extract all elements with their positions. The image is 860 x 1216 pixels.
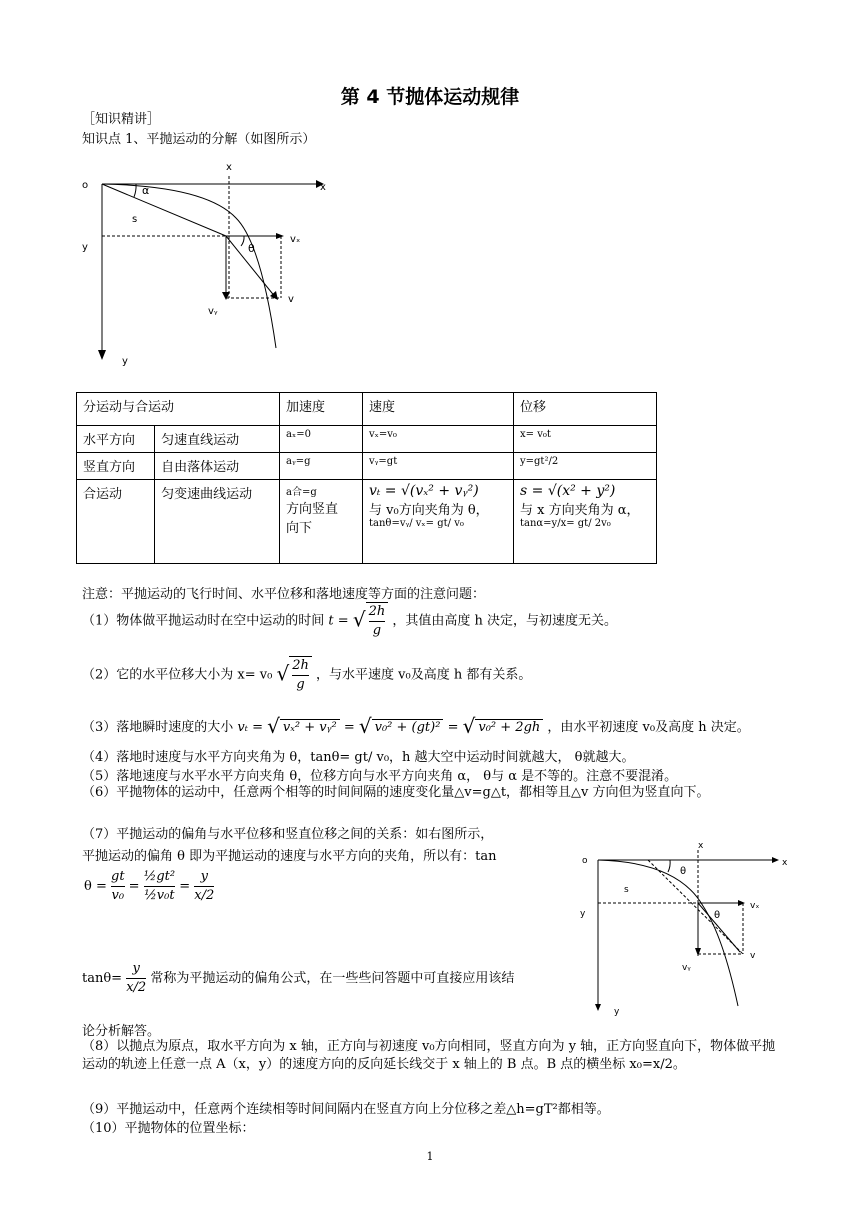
table-cell: aₓ=0 <box>280 426 363 453</box>
table-cell: aᵧ=g <box>280 453 363 480</box>
theta-top-label: θ <box>680 866 687 877</box>
frac-num: 2h <box>292 657 309 676</box>
frac-num: gt <box>111 868 125 887</box>
frac-den: x/2 <box>126 980 147 995</box>
table-cell: x= v₀t <box>514 426 657 453</box>
y-left-label: y <box>82 242 88 253</box>
table-cell <box>514 480 657 564</box>
note-2: （2）它的水平位移大小为 x= v₀ √ $\frac{2h}{g}$ ，与水平速度 v₀及高度 h 都有关系。 <box>82 658 532 692</box>
note-4: （4）落地时速度与水平方向夹角为 θ，tanθ= gt/ v₀，h 越大空中运动时间就越大， θ就越大。 <box>82 750 635 765</box>
header-cell: 加速度 <box>280 393 363 426</box>
vy-label: vᵧ <box>208 306 218 317</box>
sqrt-3: v₀² + 2gh <box>475 719 543 735</box>
note-1: （1）物体做平抛运动时在空中运动的时间 t = √ $\frac{2h}{g}$ ，其值由高度 h 决定，与初速度无关。 <box>82 604 617 638</box>
vel-angle-text: 与 v₀方向夹角为 θ， <box>369 503 489 518</box>
deflection-formula: θ = $\frac{gt}{\text{v₀}}$ = $\frac{\text{½gt²}}{\text{½v₀t}}$ = $\frac{y}{x/2}$ <box>84 869 215 903</box>
time-formula <box>366 602 389 640</box>
frac-num: ½gt² <box>144 868 175 887</box>
origin-label: o <box>82 180 89 191</box>
acc-value: a合=g <box>286 487 317 498</box>
table-row <box>77 480 657 564</box>
frac-den: g <box>372 623 382 638</box>
note-5: （5）落地速度与水平水平方向夹角 θ，位移方向与水平方向夹角 α， θ与 α 是不等的。注意不要混淆。 <box>82 769 678 784</box>
table-cell: 匀速直线运动 <box>155 426 280 453</box>
vx-label: vₓ <box>290 234 301 245</box>
section-label: ［知识精讲］ <box>82 112 161 127</box>
table-cell <box>280 480 363 564</box>
vel-tan-text: tanθ=vᵧ/ vₓ= gt/ v₀ <box>369 518 464 529</box>
note-2-text-a: （2）它的水平位移大小为 x= v₀ <box>82 667 273 683</box>
table-cell: 竖直方向 <box>77 453 155 480</box>
header-cell: 分运动与合运动 <box>77 393 280 426</box>
equals: = <box>343 720 355 735</box>
frac-y-x2 <box>194 868 214 905</box>
s-label-2: s <box>624 885 629 895</box>
y-bottom-label-2: y <box>614 1007 620 1016</box>
s-label: s <box>132 214 138 225</box>
vel-formula: vₜ = √(vₓ² + vᵧ²) <box>369 483 479 499</box>
motion-table <box>76 392 657 564</box>
x-top-label: x <box>226 162 232 173</box>
table-cell <box>363 480 514 564</box>
note-10: （10）平抛物体的位置坐标： <box>82 1121 255 1136</box>
note-7-tan <box>82 960 514 997</box>
projectile-diagram-1 <box>76 158 356 368</box>
vt-symbol: vₜ = <box>237 720 268 735</box>
disp-angle-text: 与 x 方向夹角为 α， <box>520 503 640 518</box>
y-left-label-2: y <box>580 909 586 919</box>
note-3: （3）落地瞬时速度的大小 vₜ = √ vₓ² + vᵧ² = √ v₀² + (gt)² = √ v₀² + 2gh ，由水平初速度 v₀及高度 h 决定。 <box>82 714 750 738</box>
t-symbol: t = <box>328 613 349 629</box>
theta-label-2: θ <box>714 910 721 921</box>
table-row <box>77 453 657 480</box>
disp-tan-text: tanα=y/x= gt/ 2v₀ <box>520 518 611 529</box>
note-3-text-a: （3）落地瞬时速度的大小 <box>82 720 234 735</box>
frac-den: g <box>296 677 305 692</box>
table-row <box>77 426 657 453</box>
frac-den: v₀ <box>111 888 125 903</box>
point1-heading: 知识点 1、平抛运动的分解（如图所示） <box>82 132 316 147</box>
table-header-row <box>77 393 657 426</box>
note-8: （8）以抛点为原点，取水平方向为 x 轴，正方向与初速度 v₀方向相同，竖直方向为 y 轴，正方向竖直向下，物体做平抛运动的轨迹上任意一点 A（x，y）的速度方向的反向延长线交于 x 轴上的 B 点。B 点的横坐标 x₀=x/2。 <box>82 1039 776 1072</box>
page-number: 1 <box>426 1150 434 1163</box>
note-6: （6）平抛物体的运动中，任意两个相等的时间间隔的速度变化量△v=g△t，都相等且△v 方向但为竖直向下。 <box>82 785 710 800</box>
table-cell: 自由落体运动 <box>155 453 280 480</box>
frac-num: 2h <box>369 603 386 622</box>
x-top-label-2: x <box>698 841 704 851</box>
v-label: v <box>288 294 294 305</box>
table-cell: y=gt²/2 <box>514 453 657 480</box>
table-cell: vₓ=v₀ <box>363 426 514 453</box>
disp-formula: s = √(x² + y²) <box>520 483 616 499</box>
note-1-text-a: （1）物体做平抛运动时在空中运动的时间 <box>82 613 325 629</box>
frac-gt-v0 <box>111 868 125 905</box>
frac-y-x2-b <box>126 960 146 997</box>
acc-direction: 方向竖直 <box>286 502 339 517</box>
frac-num: y <box>126 960 146 979</box>
y-bottom-label: y <box>122 356 128 367</box>
note-7b: 平抛运动的偏角 θ 即为平抛运动的速度与水平方向的夹角，所以有：tan <box>82 849 497 864</box>
header-cell: 速度 <box>363 393 514 426</box>
theta-label: θ <box>248 242 255 255</box>
alpha-label: α <box>142 184 150 197</box>
notes-intro: 注意：平抛运动的飞行时间、水平位移和落地速度等方面的注意问题： <box>82 587 486 602</box>
header-cell: 位移 <box>514 393 657 426</box>
note-7a: （7）平抛运动的偏角与水平位移和竖直位移之间的关系：如右图所示， <box>82 827 494 842</box>
note-3-text-b: ，由水平初速度 v₀及高度 h 决定。 <box>547 720 750 735</box>
frac-den: ½v₀t <box>144 888 175 903</box>
note-1-text-b: ，其值由高度 h 决定，与初速度无关。 <box>392 613 617 629</box>
sqrt-2: v₀² + (gt)² <box>372 719 444 735</box>
projectile-diagram-2 <box>578 836 818 1016</box>
vx-label-2: vₓ <box>750 901 760 911</box>
table-cell: 合运动 <box>77 480 155 564</box>
theta-eq: θ = <box>84 879 107 894</box>
note-7e: 常称为平抛运动的偏角公式，在一些些问答题中可直接应用该结 <box>150 971 515 986</box>
x-axis-label-2: x <box>782 858 788 868</box>
tan-theta: tanθ= <box>82 971 123 986</box>
note-2-text-b: ，与水平速度 v₀及高度 h 都有关系。 <box>316 667 532 683</box>
note-7f: 论分析解答。 <box>82 1024 161 1039</box>
frac-den: x/2 <box>194 888 215 903</box>
sqrt-1: vₓ² + vᵧ² <box>280 719 340 735</box>
vy-label-2: vᵧ <box>682 963 691 973</box>
x-axis-label: x <box>320 182 326 193</box>
page-title: 第 4 节抛体运动规律 <box>340 86 520 108</box>
frac-half <box>144 868 175 905</box>
v-label-2: v <box>750 951 756 961</box>
acc-direction-2: 向下 <box>286 521 313 536</box>
frac-num: y <box>194 868 214 887</box>
equals: = <box>447 720 459 735</box>
table-cell: 匀变速曲线运动 <box>155 480 280 564</box>
table-cell: 水平方向 <box>77 426 155 453</box>
range-formula <box>289 656 312 694</box>
note-9: （9）平抛运动中，任意两个连续相等时间间隔内在竖直方向上分位移之差△h=gT²都相等。 <box>82 1102 610 1117</box>
table-cell: vᵧ=gt <box>363 453 514 480</box>
origin-label-2: o <box>582 856 588 866</box>
